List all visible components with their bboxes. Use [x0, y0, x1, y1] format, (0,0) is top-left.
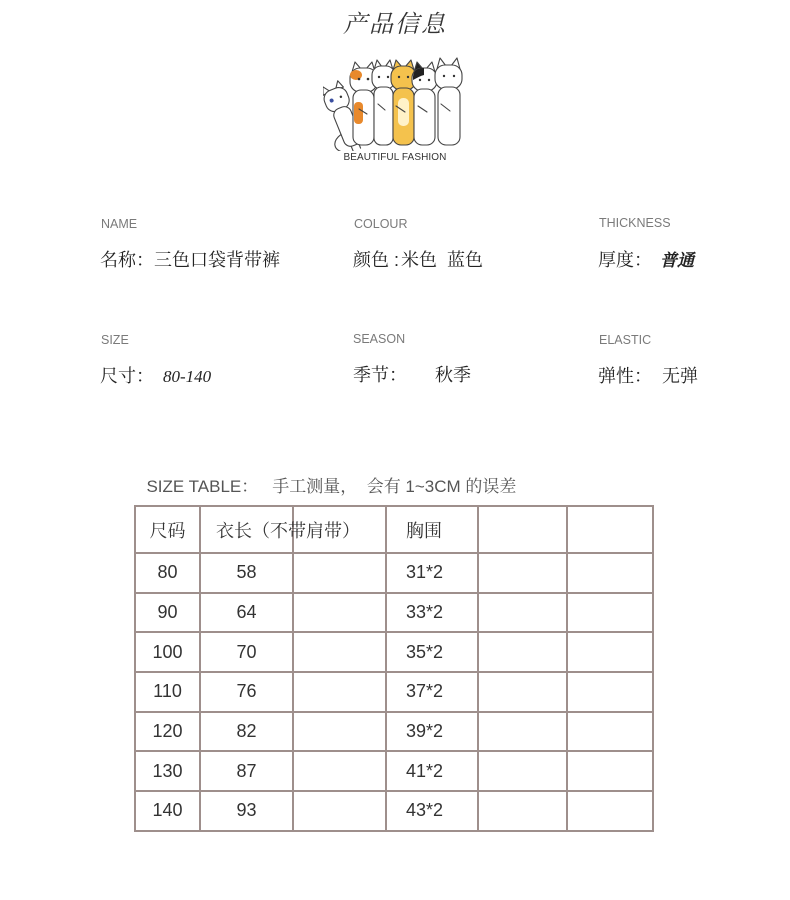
empty-cell — [567, 593, 653, 633]
size-table-note — [137, 457, 516, 497]
size-value: 80-140 — [163, 367, 212, 386]
name-label: NAME — [101, 217, 138, 231]
size-table-body — [135, 553, 653, 831]
brand-logo — [323, 54, 467, 166]
cat-figure-black-white — [412, 62, 437, 145]
size-row — [135, 791, 653, 831]
chest-cell: 31*2 — [386, 553, 478, 593]
colour-value: 米色 蓝色 — [401, 250, 484, 270]
chest-cell: 39*2 — [386, 712, 478, 752]
size-cell: 110 — [135, 672, 200, 712]
empty-cell — [478, 791, 567, 831]
season-value: 秋季 — [435, 365, 471, 385]
empty-cell — [567, 712, 653, 752]
header-size: 尺码 — [135, 506, 200, 553]
size-cell: 80 — [135, 553, 200, 593]
empty-cell — [567, 632, 653, 672]
size-row — [135, 751, 653, 791]
chest-cell: 35*2 — [386, 632, 478, 672]
size-row — [135, 712, 653, 752]
size-row — [135, 593, 653, 633]
empty-cell — [293, 553, 386, 593]
size-table-header — [135, 506, 653, 553]
size-label: SIZE — [101, 333, 129, 347]
colour-label: COLOUR — [354, 217, 408, 231]
empty-cell — [293, 593, 386, 633]
length-cell: 76 — [200, 672, 293, 712]
empty-cell — [567, 751, 653, 791]
empty-cell — [567, 791, 653, 831]
empty-cell — [293, 751, 386, 791]
logo-caption: BEAUTIFUL FASHION — [343, 152, 447, 163]
size-cell: 90 — [135, 593, 200, 633]
thickness-value: 普通 — [660, 251, 694, 270]
thickness-label: THICKNESS — [599, 216, 671, 230]
elastic-label: ELASTIC — [599, 333, 652, 347]
chest-cell: 43*2 — [386, 791, 478, 831]
empty-cell — [293, 791, 386, 831]
size-table — [134, 505, 654, 832]
empty-cell — [478, 751, 567, 791]
empty-cell — [567, 553, 653, 593]
header-empty-cell — [478, 506, 567, 553]
cats-illustration-icon — [323, 54, 467, 151]
empty-cell — [293, 672, 386, 712]
season-label: SEASON — [353, 332, 406, 346]
length-cell: 82 — [200, 712, 293, 752]
empty-cell — [478, 672, 567, 712]
thickness-key: 厚度： — [598, 250, 652, 270]
elastic-key: 弹性： — [598, 366, 652, 386]
size-cell: 130 — [135, 751, 200, 791]
chest-cell: 41*2 — [386, 751, 478, 791]
size-key: 尺寸： — [100, 366, 154, 386]
size-row — [135, 632, 653, 672]
colour-key: 颜色 : — [353, 250, 400, 270]
season-key: 季节： — [353, 365, 407, 385]
empty-cell — [478, 593, 567, 633]
size-cell: 100 — [135, 632, 200, 672]
cat-figure-white-tall — [435, 58, 462, 145]
header-length: 衣长（不带肩带） — [200, 506, 293, 553]
length-cell: 64 — [200, 593, 293, 633]
length-cell: 87 — [200, 751, 293, 791]
name-key: 名称： — [100, 250, 154, 270]
empty-cell — [478, 553, 567, 593]
length-cell: 58 — [200, 553, 293, 593]
size-table-note-text: 手工测量， 会有 1~3CM 的误差 — [272, 477, 517, 496]
elastic-value: 无弹 — [662, 366, 698, 386]
length-cell: 93 — [200, 791, 293, 831]
size-row — [135, 553, 653, 593]
empty-cell — [293, 632, 386, 672]
header-empty-cell — [567, 506, 653, 553]
header-row — [135, 506, 653, 553]
cat-figure-yellow — [391, 60, 416, 145]
empty-cell — [567, 672, 653, 712]
empty-cell — [478, 712, 567, 752]
size-table-note-title: SIZE TABLE： — [146, 477, 259, 496]
header-chest: 胸围 — [386, 506, 478, 553]
empty-cell — [293, 712, 386, 752]
size-row — [135, 672, 653, 712]
empty-cell — [478, 632, 567, 672]
name-value: 三色口袋背带裤 — [154, 250, 280, 270]
length-cell: 70 — [200, 632, 293, 672]
chest-cell: 37*2 — [386, 672, 478, 712]
size-cell: 120 — [135, 712, 200, 752]
chest-cell: 33*2 — [386, 593, 478, 633]
page-title: 产品信息 — [343, 10, 447, 38]
size-cell: 140 — [135, 791, 200, 831]
